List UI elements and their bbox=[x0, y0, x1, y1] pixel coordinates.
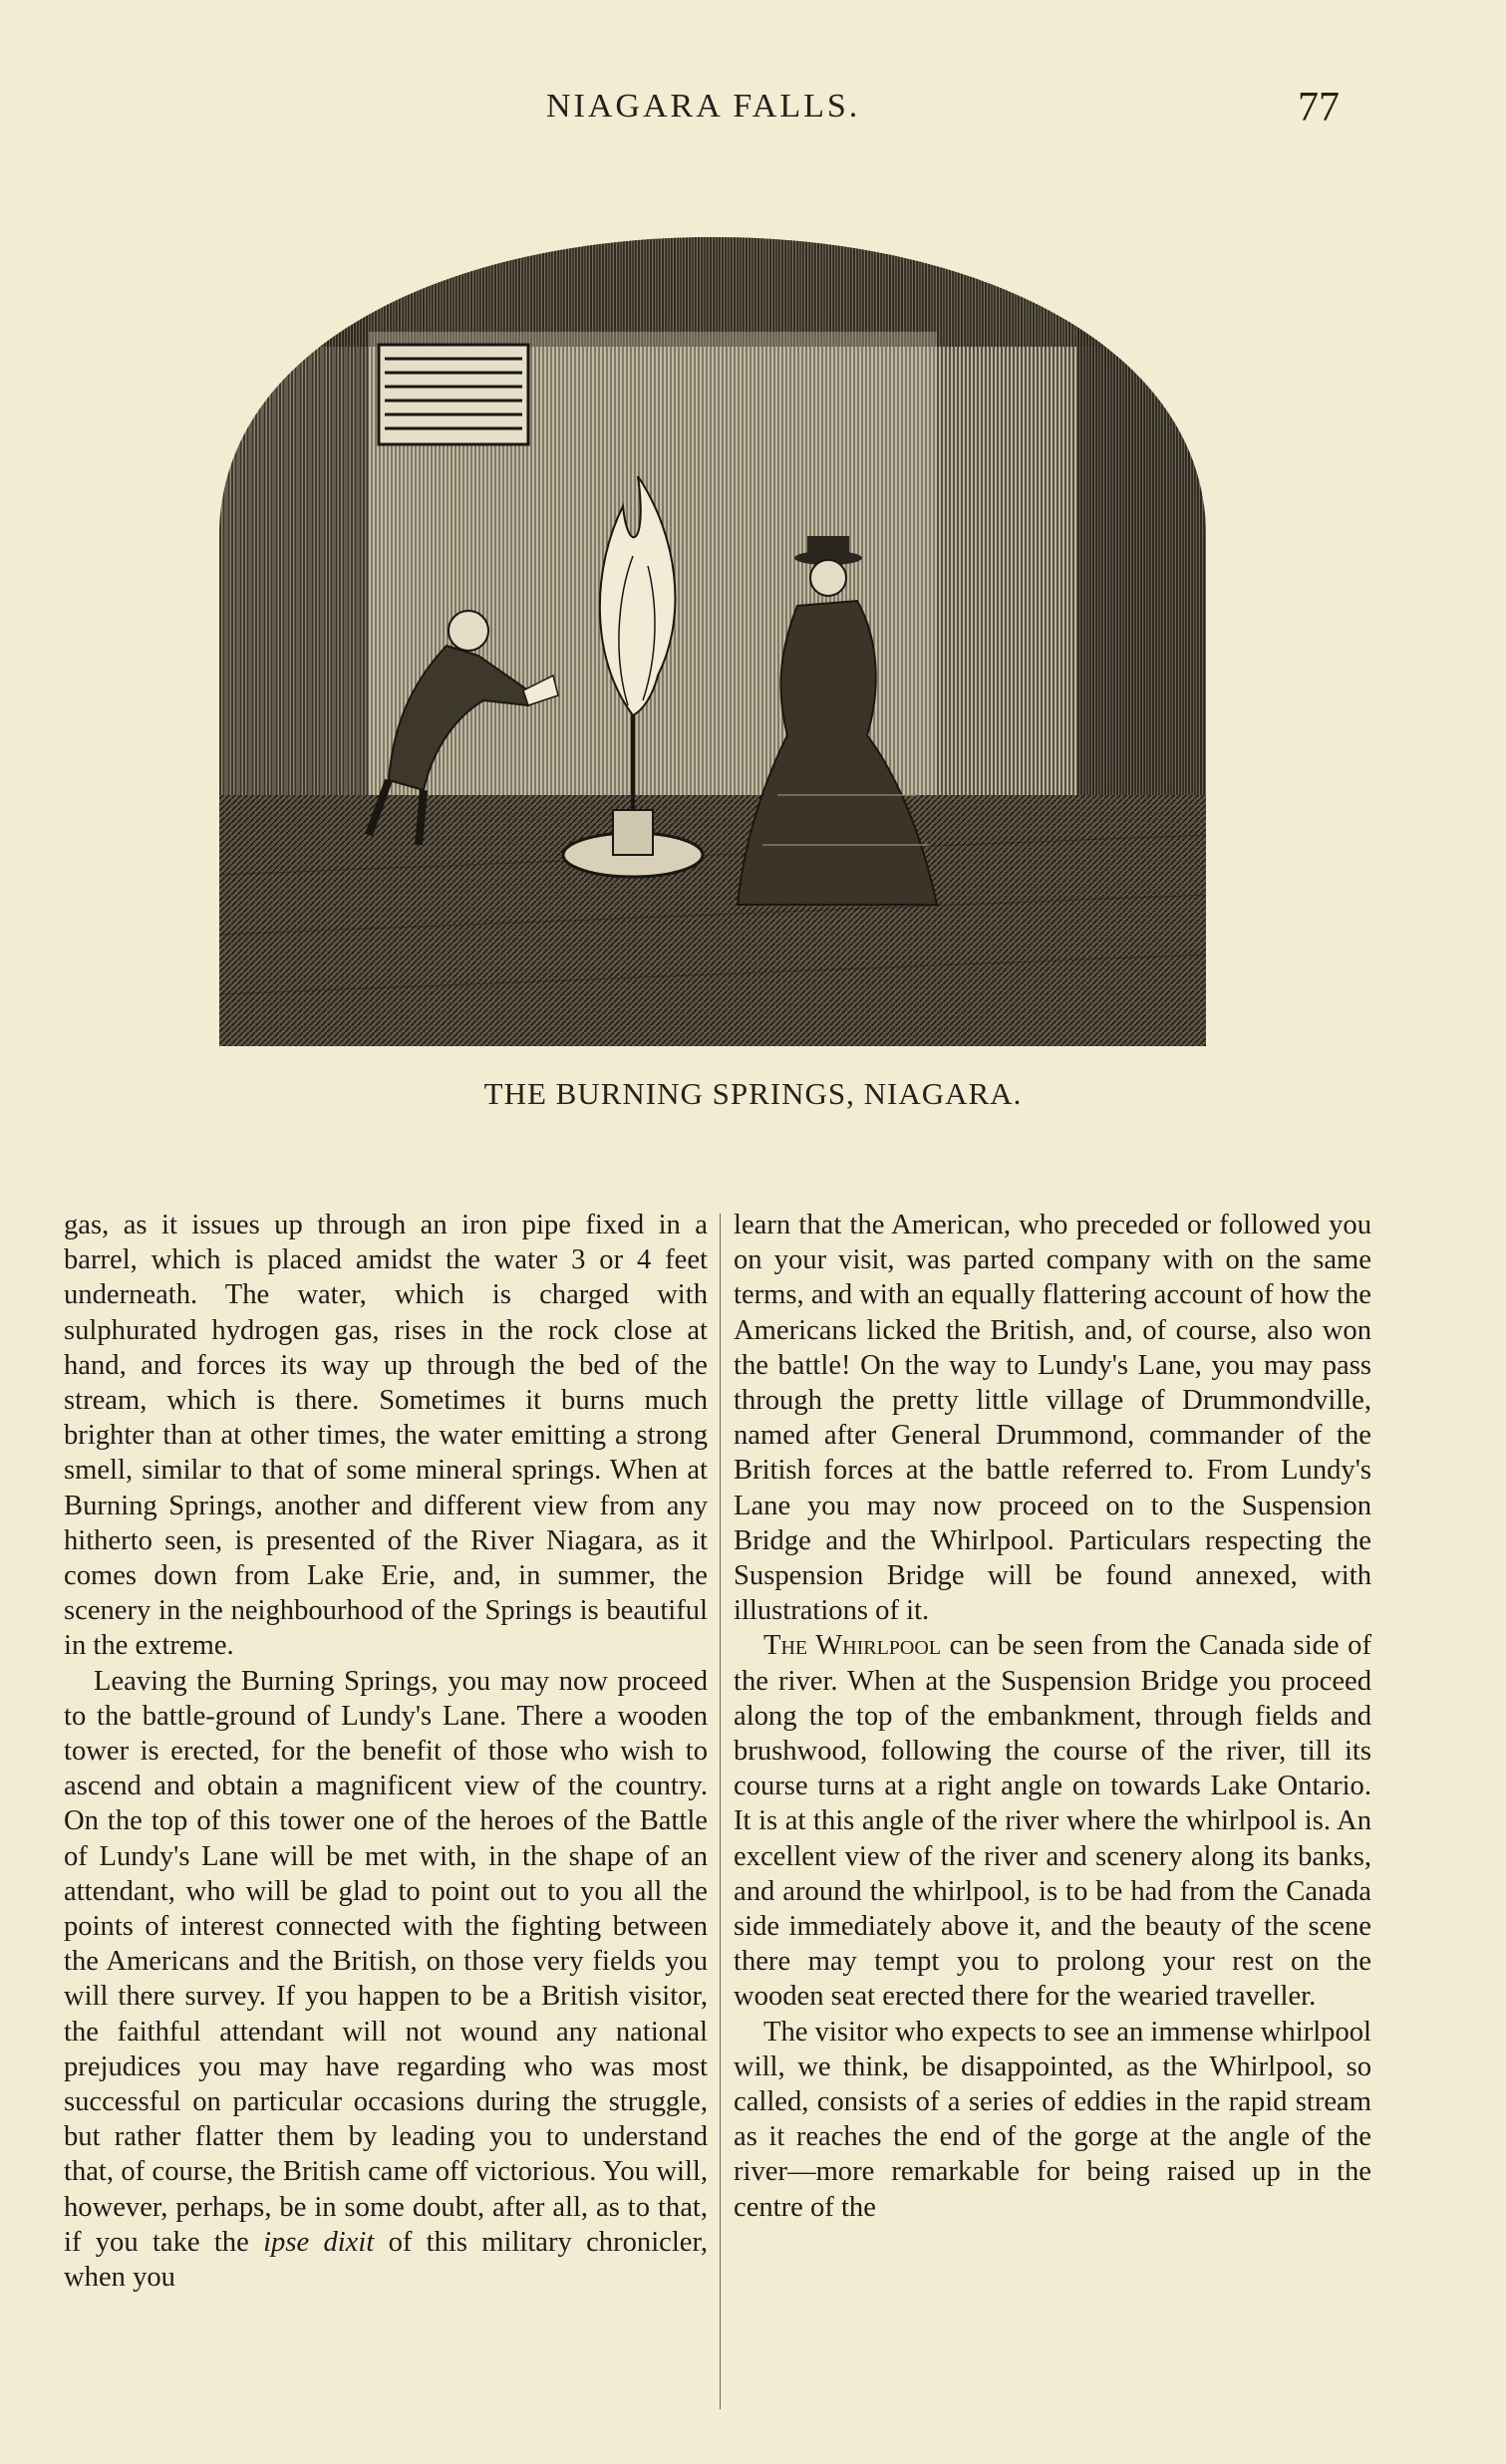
paragraph: The visitor who expects to see an immense whirlpool will, we think, be disappointed, as the Whirlpool, so called, consists of a series of eddies in the rapid stream as it reaches the end of the gorge at the angle of the river—more remarkable for being raised up in the centre of the bbox=[734, 2016, 1371, 2223]
column-divider bbox=[720, 1214, 721, 2409]
paragraph bbox=[64, 1664, 708, 2296]
section-lead: The Whirlpool bbox=[763, 1630, 942, 1662]
paragraph-text: can be seen from the Canada side of the river. When at the Suspension Bridge you proceed along the top of the embankment, through fields and brushwood, following the course of the river, till its course turns at a right angle on towards Lake Ontario. It is at this angle of the river where the whirlpool is. An excellent view of the river and scenery along its banks, and around the whirlpool, is to be had from the Canada side immediately above it, and the beauty of the scene there may tempt you to prolong your rest on the wooden seat erected there for the wearied traveller. bbox=[734, 1630, 1371, 2013]
right-column bbox=[734, 1208, 1371, 2225]
paragraph: gas, as it issues up through an iron pipe fixed in a barrel, which is placed amidst the water 3 or 4 feet underneath. The water, which is charged with sulphurated hydrogen gas, rises in the rock close at hand, and forces its way up through the bed of the stream, which is there. Sometimes it burns much brighter than at other times, the water emitting a strong smell, similar to that of some mineral springs. When at Burning Springs, another and different view from any hitherto seen, is presented of the River Niagara, as it comes down from Lake Erie, and, in summer, the scenery in the neighbourhood of the Springs is beautiful in the extreme. bbox=[64, 1210, 708, 1662]
latin-phrase: ipse dixit bbox=[263, 2226, 375, 2258]
page-number: 77 bbox=[1298, 85, 1340, 131]
paragraph bbox=[734, 1628, 1371, 2014]
left-column bbox=[64, 1208, 708, 2295]
paragraph-text: Leaving the Burning Springs, you may now proceed to the battle-ground of Lundy's Lane. There a wooden tower is erected, for the benefit of those who wish to ascend and obtain a magnificent view of the country. On the top of this tower one of the heroes of the Battle of Lundy's Lane will be met with, in the shape of an attendant, who will be glad to point out to you all the points of interest connected with the fighting between the Americans and the British, on those very fields you will there survey. If you happen to be a British visitor, the faithful attendant will not wound any national prejudices you may have regarding who was most successful on particular occasions during the struggle, but rather flatter them by leading you to understand that, of course, the British came off victorious. You will, however, perhaps, be in some doubt, after all, as to that, if you take the bbox=[64, 1665, 708, 2258]
running-title: NIAGARA FALLS. bbox=[546, 88, 861, 125]
figure-caption: THE BURNING SPRINGS, NIAGARA. bbox=[483, 1076, 1023, 1111]
paragraph-text-end: of this military chronicler, when you bbox=[64, 2226, 708, 2294]
paragraph: learn that the American, who preceded or followed you on your visit, was parted company with on the same terms, and with an equally flattering account of how the Americans licked the British, and, of course, also won the battle! On the way to Lundy's Lane, you may pass through the pretty little village of Drummondville, named after General Drummond, commander of the British forces at the battle referred to. From Lundy's Lane you may now proceed on to the Suspension Bridge and the Whirlpool. Particulars respecting the Suspension Bridge will be found annexed, with illustrations of it. bbox=[734, 1210, 1371, 1627]
burning-springs-engraving bbox=[219, 237, 1206, 1046]
